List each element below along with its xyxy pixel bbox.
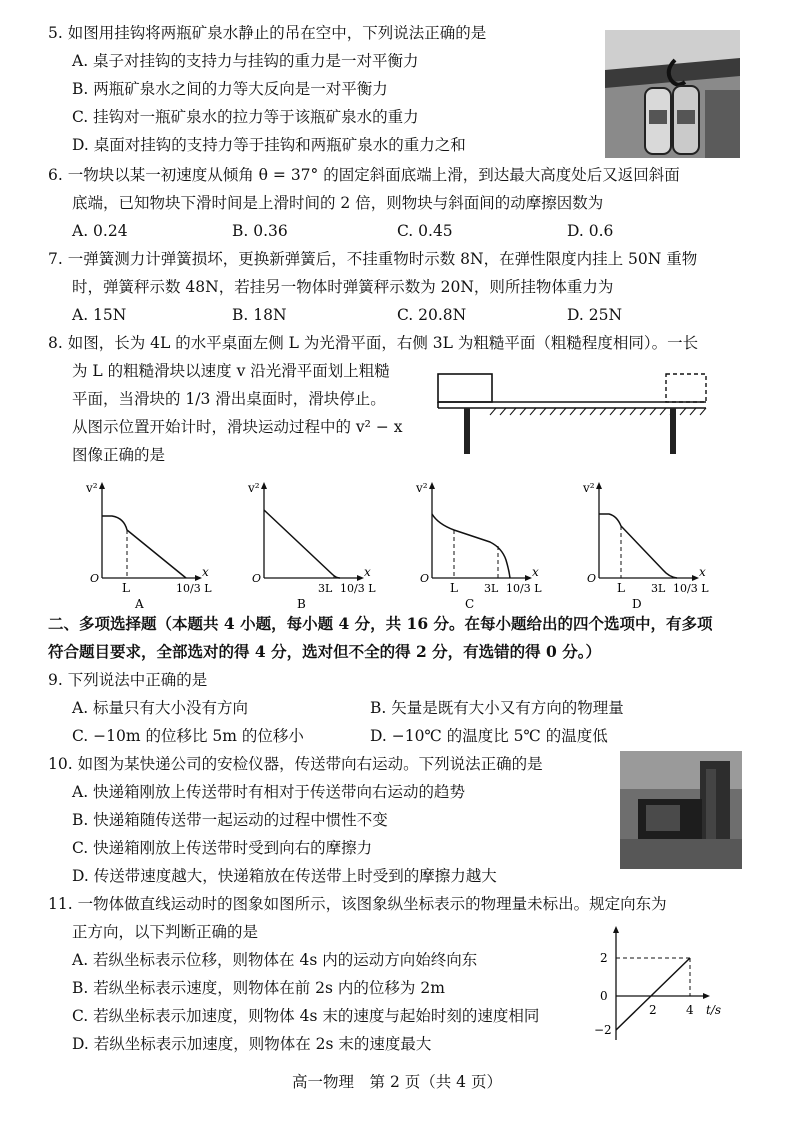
- q9-option-a: A. 标量只有大小没有方向: [72, 699, 249, 717]
- q11-xlabel: t/s: [706, 1003, 722, 1017]
- q8-graph-b: [247, 481, 376, 611]
- q10-stem: 10. 如图为某快递公司的安检仪器，传送带向右运动。下列说法正确的是: [48, 755, 543, 773]
- q11-ytick-neg2: −2: [594, 1023, 612, 1037]
- q8-b-tick-end: 10/3 L: [340, 582, 376, 595]
- q6-option-c: C. 0.45: [397, 222, 453, 240]
- q5-option-c: C. 挂钩对一瓶矿泉水的拉力等于该瓶矿泉水的重力: [72, 108, 419, 126]
- q10-option-b: B. 快递箱随传送带一起运动的过程中惯性不变: [72, 811, 388, 829]
- q6-option-d: D. 0.6: [567, 222, 614, 240]
- q7-line1: 7. 一弹簧测力计弹簧损坏，更换新弹簧后，不挂重物时示数 8N，在弹性限度内挂上 50N 重物: [48, 250, 698, 268]
- section2-line1: 二、多项选择题（本题共 4 小题，每小题 4 分，共 16 分。在每小题给出的四个选项中，有多项: [48, 614, 713, 633]
- q11-option-d: D. 若纵坐标表示加速度，则物体在 2s 末的速度最大: [72, 1035, 432, 1053]
- q8-c-tick-3l: 3L: [484, 582, 499, 595]
- q8-a-curve: [102, 516, 186, 578]
- q8-d-origin: O: [587, 572, 597, 585]
- q8-graph-options: [80, 478, 740, 613]
- q9-option-d: D. −10℃ 的温度比 5℃ 的温度低: [370, 727, 608, 745]
- q8-a-tick-l: L: [122, 581, 130, 595]
- q8-slider-block: [438, 374, 492, 402]
- page-footer: 高一物理 第 2 页（共 4 页）: [292, 1073, 502, 1091]
- q8-table-figure: [432, 368, 712, 460]
- q8-slider-final-position: [666, 374, 706, 402]
- q8-c-tick-l: L: [450, 581, 458, 595]
- q8-table-leg-right: [670, 408, 676, 454]
- q11-option-c: C. 若纵坐标表示加速度，则物体 4s 末的速度与起始时刻的速度相同: [72, 1007, 540, 1025]
- q5-photo-hook-bottles: [605, 30, 740, 158]
- q7-line2: 时，弹簧秤示数 48N，若挂另一物体时弹簧秤示数为 20N，则所挂物体重力为: [72, 278, 614, 296]
- q11-option-a: A. 若纵坐标表示位移，则物体在 4s 内的运动方向始终向东: [72, 951, 478, 969]
- q8-a-letter: A: [135, 597, 144, 611]
- q8-d-letter: D: [632, 597, 642, 611]
- q11-graph: [588, 922, 738, 1047]
- q9-option-c: C. −10m 的位移比 5m 的位移小: [72, 727, 304, 745]
- q9-stem: 9. 下列说法中正确的是: [48, 671, 208, 689]
- q11-line1: 11. 一物体做直线运动时的图象如图所示，该图象纵坐标表示的物理量未标出。规定向东为: [48, 895, 667, 913]
- q8-a-tick-end: 10/3 L: [176, 582, 212, 595]
- q8-d-curve: [599, 514, 677, 578]
- q10-photo-security-scanner: [620, 751, 742, 869]
- q8-d-tick-end: 10/3 L: [673, 582, 709, 595]
- q8-d-xlabel: x: [699, 565, 706, 579]
- q8-line2: 为 L 的粗糙滑块以速度 v 沿光滑平面划上粗糙: [72, 362, 390, 380]
- q10-option-d: D. 传送带速度越大，快递箱放在传送带上时受到的摩擦力越大: [72, 867, 497, 885]
- q8-a-ylabel: v²: [86, 481, 98, 495]
- q8-b-ylabel: v²: [248, 481, 260, 495]
- q8-line1: 8. 如图，长为 4L 的水平桌面左侧 L 为光滑平面，右侧 3L 为粗糙平面（粗糙程度相同）。一长: [48, 334, 699, 352]
- q8-line4: 从图示位置开始计时，滑块运动过程中的 v² − x: [72, 418, 403, 436]
- q11-line2: 正方向，以下判断正确的是: [72, 923, 259, 941]
- q8-b-origin: O: [252, 572, 262, 585]
- q8-a-xlabel: x: [202, 565, 209, 579]
- q11-option-b: B. 若纵坐标表示速度，则物体在前 2s 内的位移为 2m: [72, 979, 445, 997]
- q6-option-a: A. 0.24: [72, 222, 128, 240]
- q8-b-xlabel: x: [364, 565, 371, 579]
- q10-option-a: A. 快递箱刚放上传送带时有相对于传送带向右运动的趋势: [72, 783, 466, 801]
- q8-line3: 平面，当滑块的 1/3 滑出桌面时，滑块停止。: [72, 390, 386, 408]
- q8-b-tick-3l: 3L: [318, 582, 333, 595]
- q8-c-ylabel: v²: [416, 481, 428, 495]
- q5-option-a: A. 桌子对挂钩的支持力与挂钩的重力是一对平衡力: [72, 52, 419, 70]
- q9-option-b: B. 矢量是既有大小又有方向的物理量: [370, 699, 624, 717]
- q8-graph-d: [582, 481, 709, 611]
- q11-ytick-2: 2: [600, 951, 608, 965]
- q8-c-letter: C: [465, 597, 475, 611]
- q8-c-origin: O: [420, 572, 430, 585]
- q11-ytick-0: 0: [600, 989, 608, 1003]
- q6-line2: 底端，已知物块下滑时间是上滑时间的 2 倍，则物块与斜面间的动摩擦因数为: [72, 194, 604, 212]
- q8-d-tick-l: L: [617, 581, 625, 595]
- q8-graph-a: [85, 481, 212, 611]
- q5-option-b: B. 两瓶矿泉水之间的力等大反向是一对平衡力: [72, 80, 388, 98]
- q8-c-tick-end: 10/3 L: [506, 582, 542, 595]
- q8-graph-c: [415, 481, 542, 611]
- q7-option-c: C. 20.8N: [397, 306, 467, 324]
- q8-c-xlabel: x: [532, 565, 539, 579]
- q8-table-leg-left: [464, 408, 470, 454]
- q5-stem: 5. 如图用挂钩将两瓶矿泉水静止的吊在空中，下列说法正确的是: [48, 24, 487, 42]
- q5-option-d: D. 桌面对挂钩的支持力等于挂钩和两瓶矿泉水的重力之和: [72, 136, 466, 154]
- q8-a-origin: O: [90, 572, 100, 585]
- q7-option-d: D. 25N: [567, 306, 623, 324]
- q7-option-b: B. 18N: [232, 306, 287, 324]
- section2-line2: 符合题目要求，全部选对的得 4 分，选对但不全的得 2 分，有选错的得 0 分。）: [48, 642, 601, 661]
- q11-xtick-4: 4: [686, 1003, 694, 1017]
- q8-b-curve: [264, 510, 340, 578]
- q11-line: [616, 958, 690, 1030]
- q8-d-tick-3l: 3L: [651, 582, 666, 595]
- q8-d-ylabel: v²: [583, 481, 595, 495]
- q8-line5: 图像正确的是: [72, 446, 166, 464]
- q7-option-a: A. 15N: [72, 306, 127, 324]
- q11-xtick-2: 2: [649, 1003, 657, 1017]
- q6-option-b: B. 0.36: [232, 222, 288, 240]
- q6-line1: 6. 一物块以某一初速度从倾角 θ = 37° 的固定斜面底端上滑，到达最大高度处后又返回斜面: [48, 166, 680, 184]
- q8-b-letter: B: [297, 597, 306, 611]
- q10-option-c: C. 快递箱刚放上传送带时受到向右的摩擦力: [72, 839, 373, 857]
